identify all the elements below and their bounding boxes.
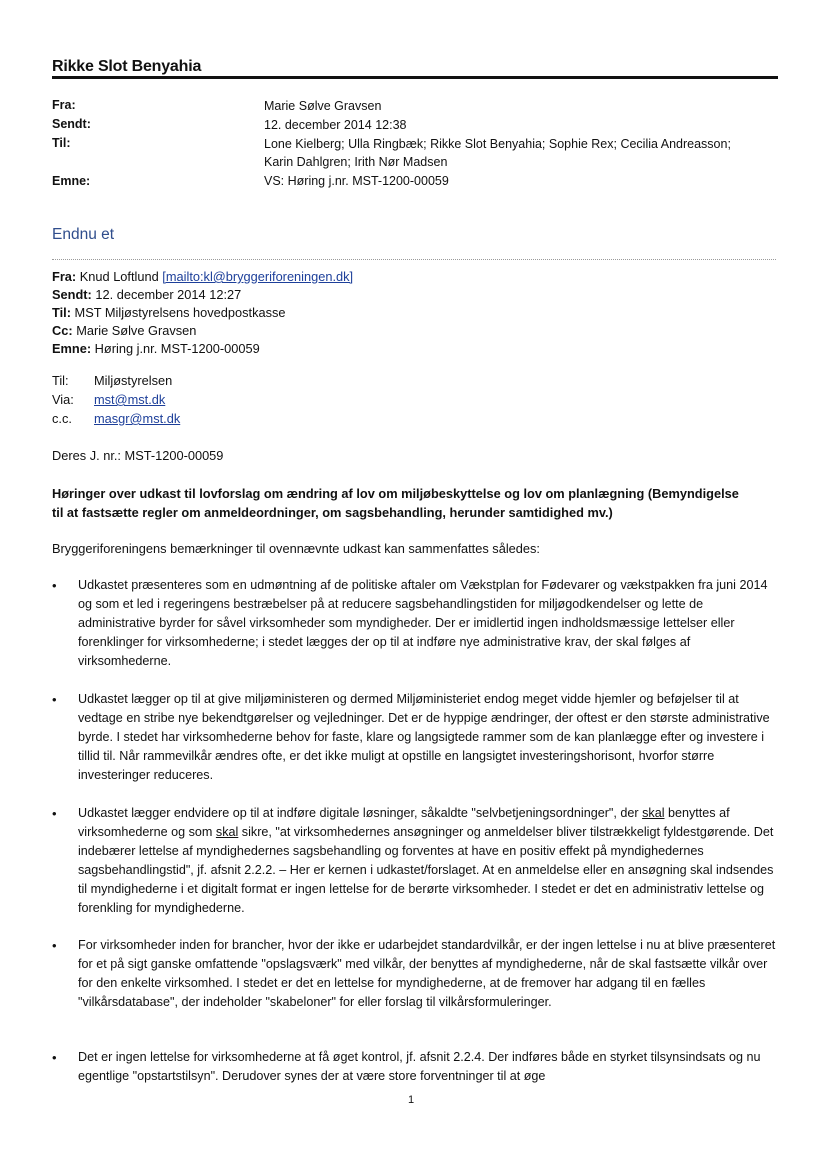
bullet-marker: •: [52, 692, 57, 707]
address-til-row: [52, 373, 172, 388]
bullet-text-part: benyttes af virksomhederne og som: [78, 806, 730, 839]
section-heading: Endnu et: [52, 226, 115, 243]
bullet-text: [78, 804, 782, 918]
subject-value: VS: Høring j.nr. MST-1200-00059: [264, 174, 449, 188]
intro-paragraph: Bryggeriforeningens bemærkninger til ovennævnte udkast kan sammenfattes således:: [52, 541, 540, 556]
address-via-row: [52, 392, 165, 407]
bullet-item: [52, 936, 782, 1012]
address-cc-row: [52, 411, 180, 426]
bullet-text: Det er ingen lettelse for virksomhederne at få øget kontrol, jf. afsnit 2.2.4. Der indføres både en styrket tilsynsindsats og nu egentlige "opstartstilsyn". Derudover synes der at være store forventninger til at øge: [78, 1050, 761, 1083]
address-via-label: Via:: [52, 392, 74, 407]
bullet-text: Udkastet præsenteres som en udmøntning af de politiske aftaler om Vækstplan for Fødevarer og vækstpakken fra juni 2014 og som et led i regeringens bestræbelser på at reducere sagsbehandlingstiden for miljøgodkendelser og lette de administrative byrder for såvel virksomheder som myndigheder. Der er imidlertid ingen indholdsmæssige lettelser eller forenklinger for virksomhederne; i stedet lægges der op til at indføre nye administrative krav, der skal følges af virksomhederne.: [78, 578, 768, 668]
bullet-text-part: sikre, "at virksomhedernes ansøgninger og anmeldelser bliver tilstrækkeligt fyldestgørende. Det indebærer lettelse af myndighedernes sagsbehandling og forventes at have en positiv effekt på myndighedernes sagsbehandlingstid", jf. afsnit 2.2.2. – Her er kernen i udkastet/forslaget. At en anmeldelse eller en ansøgning skal indsendes til myndighederne i et digitalt format er ingen lettelse for de berørte virksomheder. I stedet er det en administrativ lettelse og forenkling for myndighederne.: [78, 825, 774, 915]
bullet-item: [52, 1048, 782, 1086]
forwarded-cc-value: Marie Sølve Gravsen: [76, 323, 197, 338]
sent-value: 12. december 2014 12:38: [264, 118, 407, 132]
reference-number: Deres J. nr.: MST-1200-00059: [52, 448, 224, 463]
document-title: Rikke Slot Benyahia: [52, 58, 202, 75]
emphasis-underline: skal: [215, 825, 239, 839]
forwarded-header: [52, 268, 353, 358]
bullet-text-part: Udkastet lægger endvidere op til at indføre digitale løsninger, såkaldte "selvbetjeningsordninger", der: [78, 806, 643, 820]
bullet-marker: •: [52, 578, 57, 593]
letter-heading-line1: Høringer over udkast til lovforslag om ændring af lov om miljøbeskyttelse og lov om planlægning (Bemyndigelse: [52, 486, 739, 501]
from-label: Fra:: [52, 98, 76, 112]
forwarded-from-label: Fra:: [52, 269, 77, 284]
from-value: Marie Sølve Gravsen: [264, 99, 382, 113]
address-cc-email-link[interactable]: masgr@mst.dk: [94, 411, 181, 426]
forwarded-cc-row: [52, 322, 353, 340]
forwarded-subject-value: Høring j.nr. MST-1200-00059: [94, 341, 260, 356]
bullet-item: [52, 690, 782, 785]
forwarded-from-mailto-link[interactable]: [mailto:kl@bryggeriforeningen.dk]: [162, 269, 354, 284]
bullet-text: Udkastet lægger op til at give miljøministeren og dermed Miljøministeriet endog meget vidde hjemler og beføjelser til at vedtage en stribe nye bekendtgørelser og vejledninger. Det er de hyppige ændringer, der oftest er den største administrative byrde. I stedet har virksomhederne behov for faste, klare og langsigtede rammer som de kan planlægge efter og investere i tillid til. Når rammevilkår ændres ofte, er det ikke muligt at opstille en langsigtet investeringshorisont, hvorfor større investeringer reduceres.: [78, 692, 770, 782]
forwarded-subject-row: [52, 340, 353, 358]
forwarded-cc-label: Cc:: [52, 323, 73, 338]
forwarded-from-row: [52, 268, 353, 286]
forwarded-sent-value: 12. december 2014 12:27: [95, 287, 242, 302]
bullet-marker: •: [52, 806, 57, 821]
bullet-text: For virksomheder inden for brancher, hvor der ikke er udarbejdet standardvilkår, er der ingen lettelse i nu at blive præsenteret for et på sigt ganske omfattende "opslagsværk" med vilkår, der benyttes af myndighederne, når de skal fastsætte vilkår over for den enkelte virksomhed. I stedet er det en lettelse for myndighederne, at de fremover har adgang til en fælles "vilkårsdatabase", der indeholder "skabeloner" for eller forslag til vilkårsformuleringer.: [78, 938, 776, 1009]
emphasis-underline: skal: [642, 806, 665, 820]
divider: [52, 259, 776, 260]
forwarded-sent-label: Sendt:: [52, 287, 92, 302]
forwarded-to-value: MST Miljøstyrelsens hovedpostkasse: [74, 305, 286, 320]
bullet-marker: •: [52, 938, 57, 953]
title-rule: [52, 76, 778, 79]
forwarded-to-label: Til:: [52, 305, 71, 320]
to-value-line2: Karin Dahlgren; Irith Nør Madsen: [264, 155, 448, 169]
forwarded-to-row: [52, 304, 353, 322]
address-cc-label: c.c.: [52, 411, 72, 426]
bullet-item: [52, 804, 782, 918]
to-label: Til:: [52, 136, 71, 150]
subject-label: Emne:: [52, 174, 91, 188]
address-til-value: Miljøstyrelsen: [94, 373, 173, 388]
letter-heading-line2: til at fastsætte regler om anmeldeordninger, om sagsbehandling, herunder samtidighed mv.): [52, 505, 613, 520]
bullet-item: [52, 576, 782, 671]
forwarded-sent-row: [52, 286, 353, 304]
to-value-line1: Lone Kielberg; Ulla Ringbæk; Rikke Slot Benyahia; Sophie Rex; Cecilia Andreasson;: [264, 137, 731, 151]
address-via-email-link[interactable]: mst@mst.dk: [94, 392, 166, 407]
bullet-marker: •: [52, 1050, 57, 1065]
page-number: 1: [408, 1094, 415, 1106]
forwarded-from-name: Knud Loftlund: [79, 269, 159, 284]
address-til-label: Til:: [52, 373, 69, 388]
letter-heading: [52, 484, 772, 522]
sent-label: Sendt:: [52, 117, 91, 131]
forwarded-subject-label: Emne:: [52, 341, 92, 356]
